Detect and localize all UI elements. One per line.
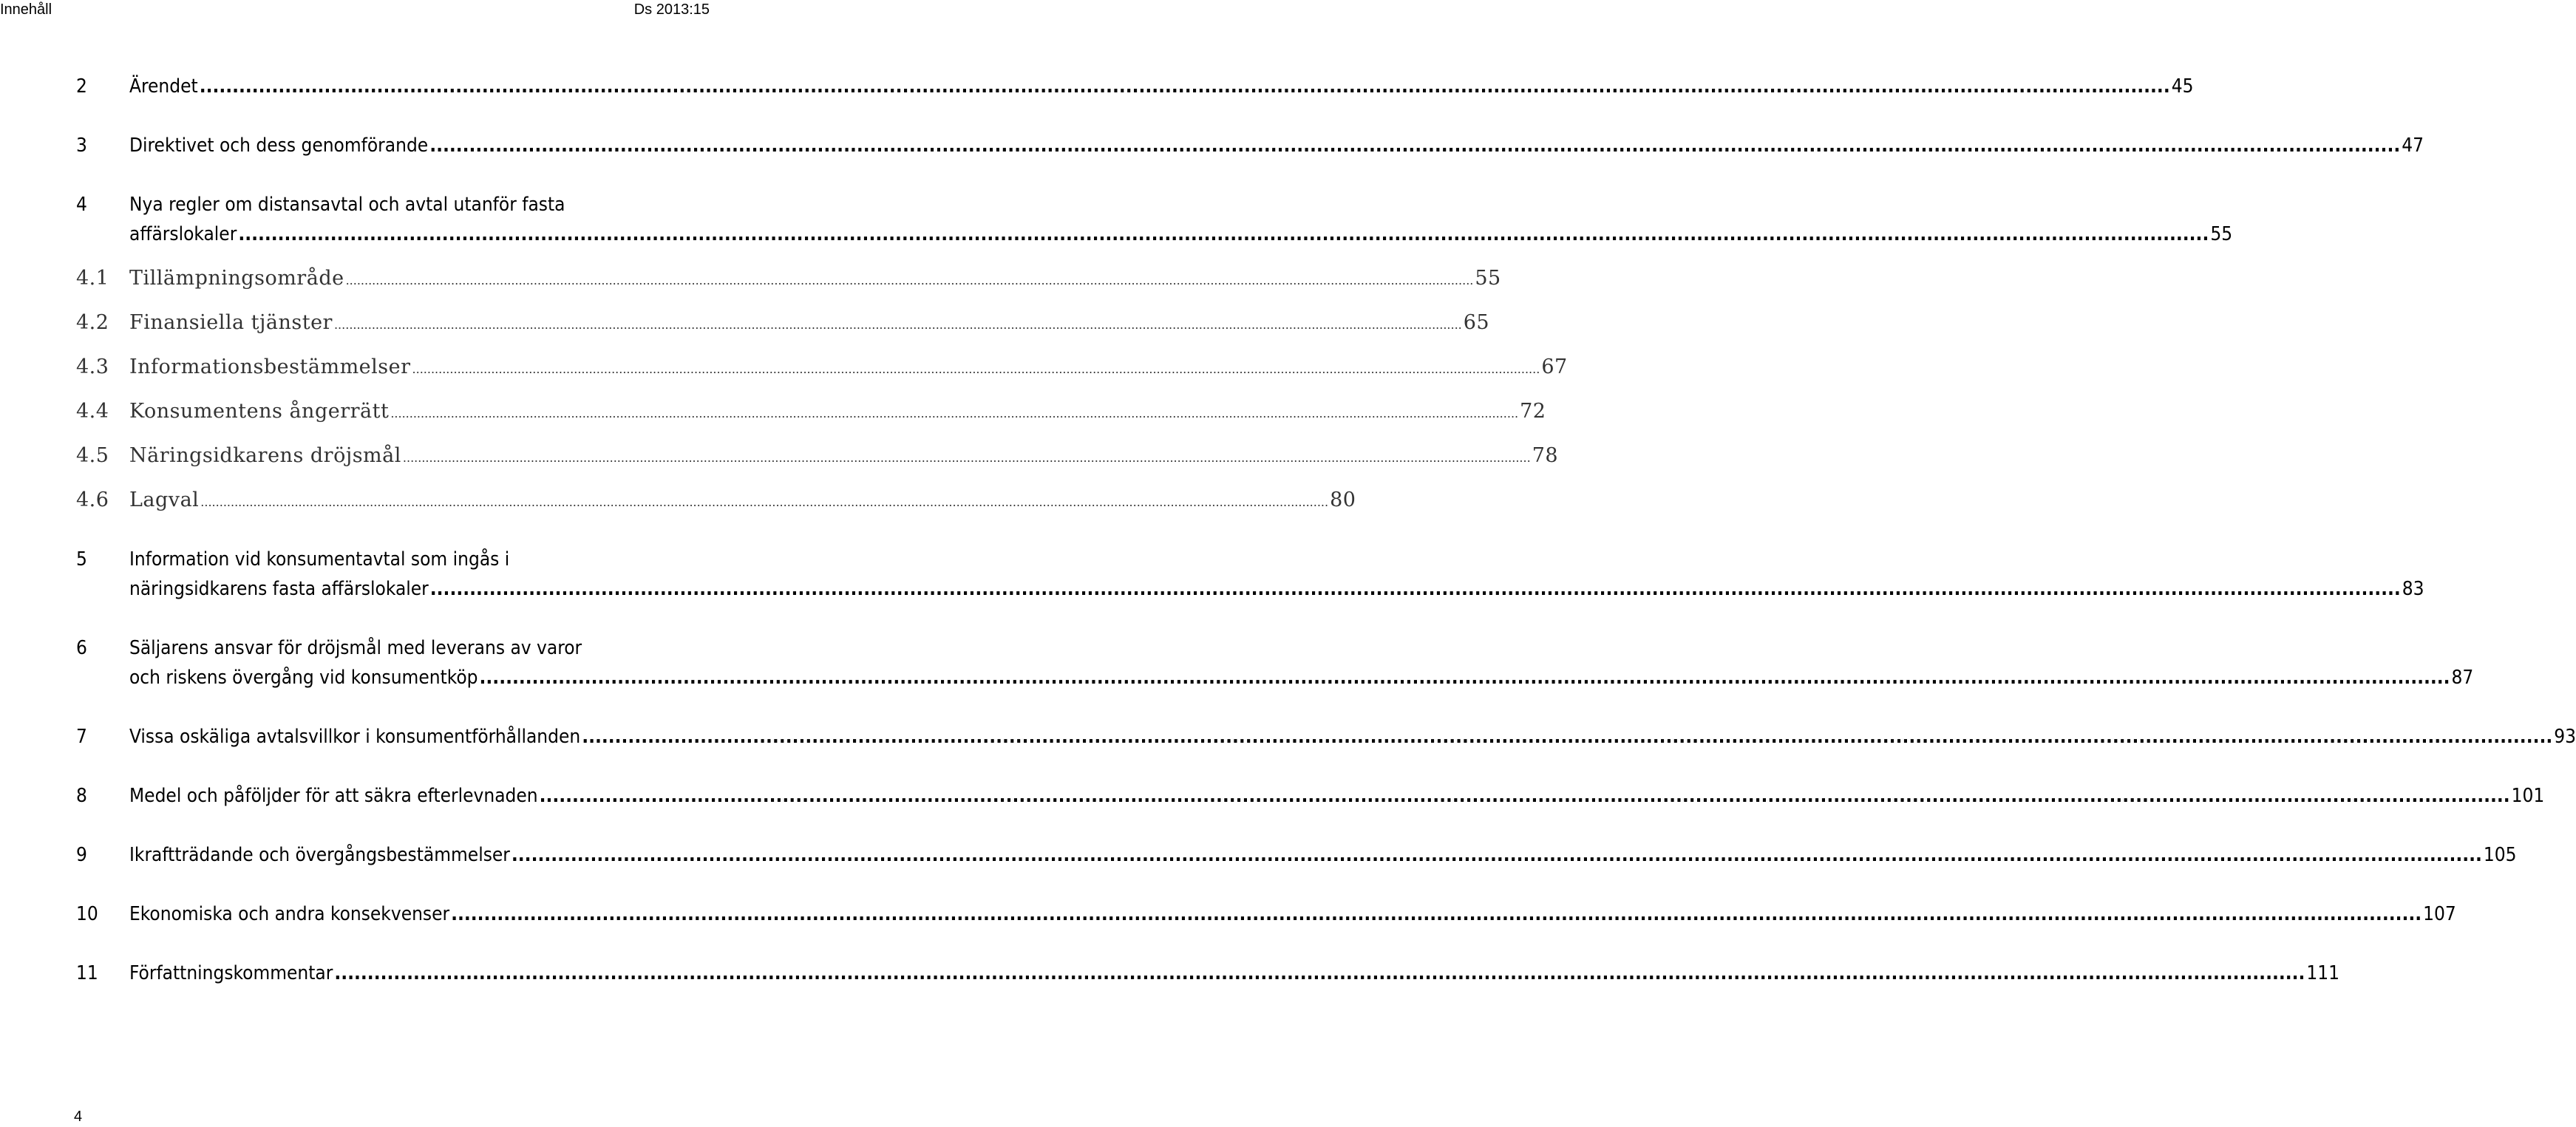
toc-entry-number: 9 [76, 844, 87, 866]
toc-entry-title: Konsumentens ångerrätt [129, 400, 390, 423]
toc-entry-number: 6 [76, 637, 87, 659]
toc-dot-leader: ............................................................................................................................................................................................................................................................................................................ [333, 318, 1462, 332]
toc-entry-title: Nya regler om distansavtal och avtal utanför fasta [129, 194, 565, 216]
toc-entry-page: 67 [1541, 355, 1568, 378]
toc-dot-leader: ............................................................................................................................................................................................................................................................................................................ [238, 223, 2209, 245]
toc-entry-number: 3 [76, 135, 87, 157]
toc-entry-number: 5 [76, 548, 87, 571]
toc-dot-leader: ............................................................................................................................................................................................................................................................................................................ [345, 273, 1474, 287]
toc-dot-leader: ............................................................................................................................................................................................................................................................................................................ [412, 362, 1540, 376]
toc-entry-number: 4.5 [76, 444, 109, 467]
running-header-document-id: Ds 2013:15 [633, 1, 710, 18]
toc-entry-title: Finansiella tjänster [129, 311, 333, 334]
toc-entry-title: Ikraftträdande och övergångsbestämmelser [129, 844, 510, 866]
toc-entry-title: Medel och påföljder för att säkra efterlevnaden [129, 785, 538, 807]
toc-entry-number: 7 [76, 726, 87, 748]
toc-dot-leader: ............................................................................................................................................................................................................................................................................................................ [200, 495, 1329, 509]
toc-dot-leader: ............................................................................................................................................................................................................................................................................................................ [390, 406, 1519, 421]
toc-dot-leader: ............................................................................................................................................................................................................................................................................................................ [199, 75, 2170, 98]
toc-entry-page: 111 [2306, 962, 2340, 984]
toc-entry-page: 72 [1520, 400, 1546, 423]
toc-entry-page: 107 [2423, 903, 2456, 925]
toc-entry-page: 55 [1475, 267, 1501, 290]
toc-entry-title: Informationsbestämmelser [129, 355, 411, 378]
toc-entry-number: 4.4 [76, 400, 109, 423]
toc-entry-page: 101 [2511, 785, 2545, 807]
toc-entry-title: Tillämpningsområde [129, 267, 344, 290]
toc-dot-leader: ............................................................................................................................................................................................................................................................................................................ [429, 135, 2401, 157]
toc-dot-leader: ............................................................................................................................................................................................................................................................................................................ [511, 844, 2482, 866]
toc-dot-leader: ............................................................................................................................................................................................................................................................................................................ [479, 667, 2450, 689]
toc-entry-title: Vissa oskäliga avtalsvillkor i konsumentförhållanden [129, 726, 581, 748]
toc-entry-number: 10 [76, 903, 98, 925]
toc-entry-title: Information vid konsumentavtal som ingås i [129, 548, 510, 571]
page-number: 4 [74, 1109, 83, 1125]
toc-entry-page: 55 [2210, 223, 2233, 245]
toc-entry-page: 80 [1330, 488, 1356, 511]
toc-entry-title: Författningskommentar [129, 962, 333, 984]
toc-entry-title: Ärendet [129, 75, 198, 98]
toc-entry-title: affärslokaler [129, 223, 237, 245]
toc-entry-number: 4.3 [76, 355, 109, 378]
toc-entry-page: 105 [2483, 844, 2517, 866]
toc-entry-title: Direktivet och dess genomförande [129, 135, 429, 157]
toc-dot-leader: ............................................................................................................................................................................................................................................................................................................ [582, 726, 2553, 748]
toc-dot-leader: ............................................................................................................................................................................................................................................................................................................ [429, 578, 2401, 600]
toc-dot-leader: ............................................................................................................................................................................................................................................................................................................ [334, 962, 2305, 984]
toc-entry-page: 78 [1532, 444, 1559, 467]
toc-entry-page: 65 [1463, 311, 1490, 334]
toc-entry-number: 4 [76, 194, 87, 216]
toc-entry-number: 2 [76, 75, 87, 98]
toc-entry-number: 4.6 [76, 488, 109, 511]
toc-entry-title: näringsidkarens fasta affärslokaler [129, 578, 429, 600]
toc-entry-page: 93 [2554, 726, 2576, 748]
toc-entry-page: 45 [2171, 75, 2194, 98]
toc-entry-number: 11 [76, 962, 98, 984]
toc-entry-number: 4.2 [76, 311, 109, 334]
toc-entry-title: Lagval [129, 488, 200, 511]
toc-entry-title: Säljarens ansvar för dröjsmål med leverans av varor [129, 637, 582, 659]
toc-entry-title: och riskens övergång vid konsumentköp [129, 667, 478, 689]
toc-entry-number: 8 [76, 785, 87, 807]
toc-entry-number: 4.1 [76, 267, 109, 290]
toc-entry-page: 83 [2402, 578, 2424, 600]
toc-dot-leader: ............................................................................................................................................................................................................................................................................................................ [402, 451, 1531, 465]
running-header-section: Innehåll [0, 1, 52, 18]
toc-entry-page: 47 [2402, 135, 2424, 157]
toc-entry-title: Näringsidkarens dröjsmål [129, 444, 401, 467]
toc-entry-page: 87 [2451, 667, 2474, 689]
toc-dot-leader: ............................................................................................................................................................................................................................................................................................................ [539, 785, 2510, 807]
toc-dot-leader: ............................................................................................................................................................................................................................................................................................................ [451, 903, 2422, 925]
toc-entry-title: Ekonomiska och andra konsekvenser [129, 903, 450, 925]
